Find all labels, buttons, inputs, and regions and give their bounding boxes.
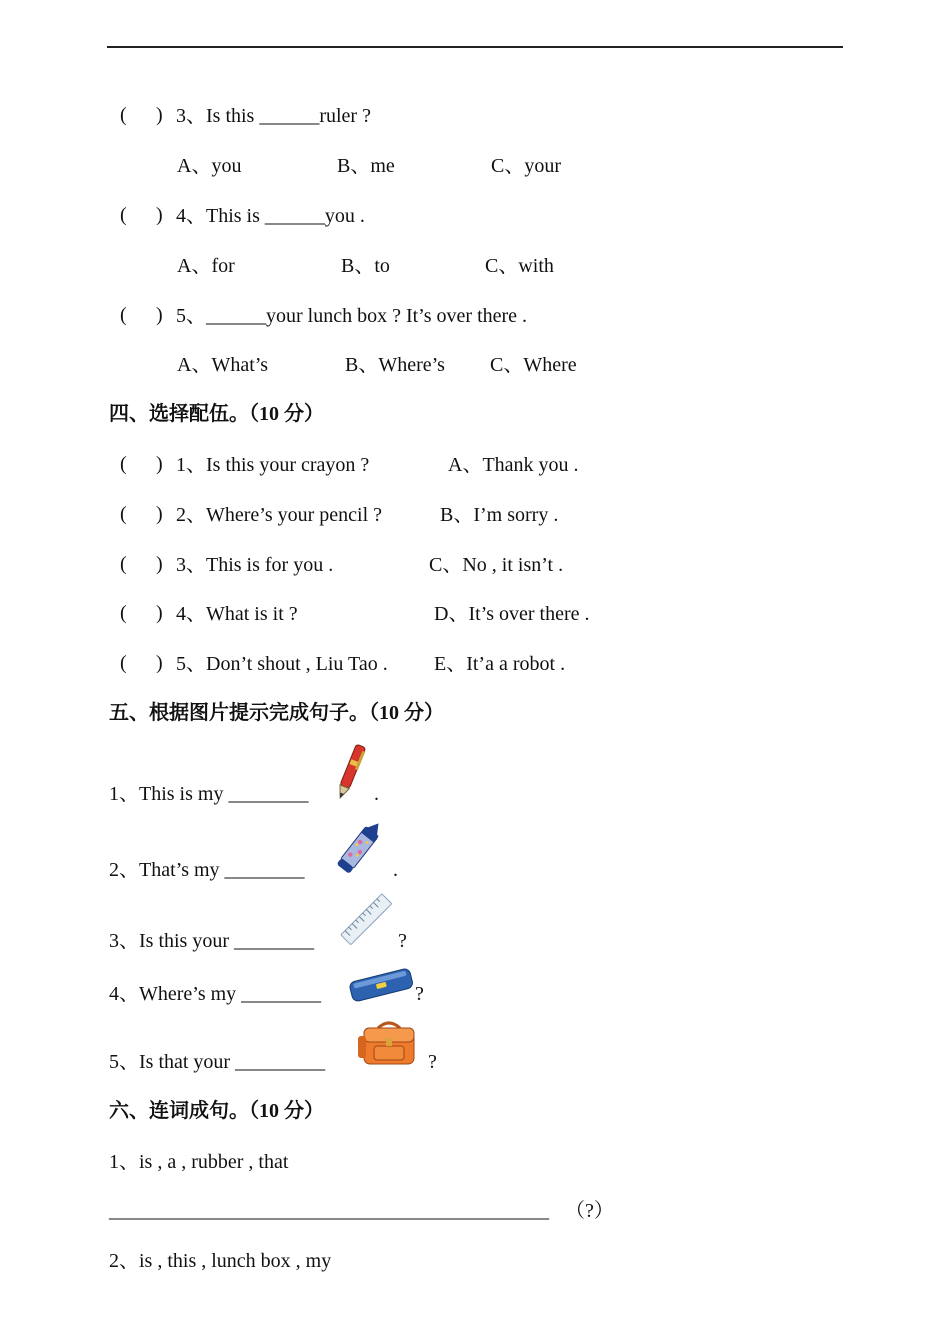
match-question: 2、Where’s your pencil ? — [176, 504, 383, 526]
answer-bracket: ( — [120, 553, 127, 575]
option-a: A、for — [177, 255, 235, 277]
answer-bracket-close: ) — [156, 204, 163, 226]
picture-sentence: 1、This is my ________ — [109, 783, 309, 805]
answer-bracket: ( — [120, 602, 127, 624]
match-answer: A、Thank you . — [448, 454, 579, 476]
question-stem: 4、This is ______you . — [176, 205, 365, 227]
answer-bracket: ) — [156, 453, 163, 475]
sentence-end: . — [374, 783, 379, 805]
match-question: 4、What is it ? — [176, 603, 298, 625]
answer-bracket: ) — [156, 652, 163, 674]
answer-bracket: ) — [156, 553, 163, 575]
end-mark: （?） — [565, 1200, 614, 1222]
answer-bracket-open: ( — [120, 104, 127, 126]
match-answer: E、It’a a robot . — [434, 653, 566, 675]
option-a: A、What’s — [177, 354, 269, 376]
section-title: 五、根据图片提示完成句子。（10 分） — [109, 702, 444, 724]
ruler-icon — [336, 890, 398, 950]
picture-sentence: 4、Where’s my ________ — [109, 983, 322, 1005]
scrambled-words: 1、is , a , rubber , that — [109, 1151, 289, 1173]
answer-bracket: ) — [156, 602, 163, 624]
answer-bracket-close: ) — [156, 104, 163, 126]
answer-bracket: ( — [120, 652, 127, 674]
section-title: 六、连词成句。（10 分） — [109, 1100, 324, 1122]
option-b: B、to — [341, 255, 390, 277]
option-b: B、Where’s — [345, 354, 445, 376]
match-answer: D、It’s over there . — [434, 603, 590, 625]
option-b: B、me — [337, 155, 395, 177]
match-answer: B、I’m sorry . — [440, 504, 559, 526]
crayon-icon — [328, 815, 392, 879]
sentence-end: ? — [415, 983, 424, 1005]
match-question: 1、Is this your crayon ? — [176, 454, 370, 476]
sentence-end: ? — [428, 1051, 437, 1073]
scrambled-words: 2、is , this , lunch box , my — [109, 1250, 332, 1272]
option-a: A、you — [177, 155, 242, 177]
match-answer: C、No , it isn’t . — [429, 554, 564, 576]
sentence-end: . — [393, 859, 398, 881]
answer-bracket: ( — [120, 503, 127, 525]
section-title: 四、选择配伍。（10 分） — [109, 403, 324, 425]
picture-sentence: 2、That’s my ________ — [109, 859, 305, 881]
answer-bracket: ( — [120, 453, 127, 475]
question-stem: 3、Is this ______ruler ? — [176, 105, 371, 127]
question-stem: 5、______your lunch box ? It’s over there . — [176, 305, 528, 327]
answer-bracket-open: ( — [120, 304, 127, 326]
header-rule — [107, 46, 843, 48]
pen-icon — [330, 740, 372, 802]
answer-bracket-open: ( — [120, 204, 127, 226]
option-c: C、with — [485, 255, 554, 277]
schoolbag-icon — [356, 1018, 422, 1070]
sentence-end: ? — [398, 930, 407, 952]
answer-bracket: ) — [156, 503, 163, 525]
answer-line: ____________________________________________ — [109, 1200, 549, 1222]
option-c: C、Where — [490, 354, 577, 376]
picture-sentence: 5、Is that your _________ — [109, 1051, 326, 1073]
option-c: C、your — [491, 155, 561, 177]
pencil-case-icon — [346, 963, 416, 1005]
match-question: 5、Don’t shout , Liu Tao . — [176, 653, 388, 675]
match-question: 3、This is for you . — [176, 554, 334, 576]
picture-sentence: 3、Is this your ________ — [109, 930, 314, 952]
answer-bracket-close: ) — [156, 304, 163, 326]
